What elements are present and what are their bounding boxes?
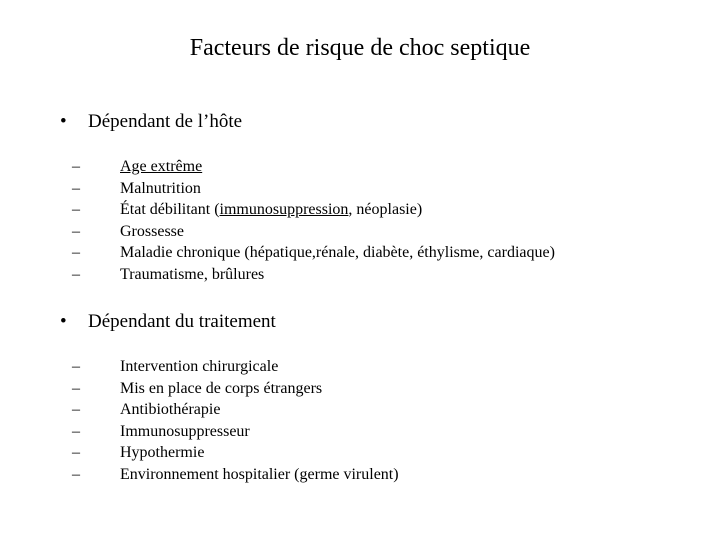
list-item [60, 421, 399, 443]
list-item-text: Immunosuppresseur [120, 422, 250, 440]
section-heading [60, 110, 555, 134]
list-item [60, 356, 399, 378]
dash-icon: – [72, 244, 80, 262]
list-item [60, 242, 555, 264]
list-item [60, 178, 555, 200]
list-item-text: Age extrême [120, 158, 203, 175]
list-item-text: Intervention chirurgicale [120, 358, 279, 375]
list-item-text: Mis en place de corps étrangers [120, 379, 323, 397]
list-item-text: Traumatisme, brûlures [120, 265, 265, 283]
dash-icon: – [72, 358, 80, 375]
section-host [60, 110, 555, 286]
dash-icon: – [72, 444, 80, 462]
list-item-text: Environnement hospitalier (germe virulent) [120, 465, 399, 483]
slide-title: Facteurs de risque de choc septique [189, 35, 531, 61]
list-item [60, 221, 555, 243]
list-item-text-underlined: immunosuppression [219, 201, 349, 219]
list-item [60, 156, 555, 178]
list-item [60, 464, 399, 486]
list-item-text-post: , néoplasie) [348, 201, 423, 219]
list-item [60, 264, 555, 286]
list-item-text-pre: État débilitant ( [120, 201, 220, 219]
list-item [60, 442, 399, 464]
list-item-text: Malnutrition [120, 179, 201, 197]
dash-icon: – [72, 465, 80, 483]
list-item-text: Grossesse [120, 222, 184, 240]
dash-icon: – [72, 201, 80, 219]
dash-icon: – [72, 158, 80, 175]
list-item [60, 399, 399, 421]
dash-icon: – [72, 379, 80, 397]
dash-icon: – [72, 422, 80, 440]
sub-list [60, 356, 399, 486]
list-item-text: Antibiothérapie [120, 401, 221, 419]
section-treatment [60, 310, 399, 486]
dash-icon: – [72, 401, 80, 419]
list-item-text: Hypothermie [120, 444, 205, 462]
sub-list [60, 156, 555, 286]
bullet-icon: • [60, 311, 67, 332]
bullet-icon: • [60, 111, 67, 132]
list-item [60, 378, 399, 400]
section-heading-text: Dépendant de l’hôte [88, 111, 243, 132]
section-heading [60, 310, 399, 334]
dash-icon: – [72, 179, 80, 197]
section-heading-text: Dépendant du traitement [88, 311, 276, 332]
dash-icon: – [72, 222, 80, 240]
dash-icon: – [72, 265, 80, 283]
list-item-text: Maladie chronique (hépatique,rénale, diabète, éthylisme, cardiaque) [120, 244, 555, 262]
list-item [60, 199, 555, 221]
